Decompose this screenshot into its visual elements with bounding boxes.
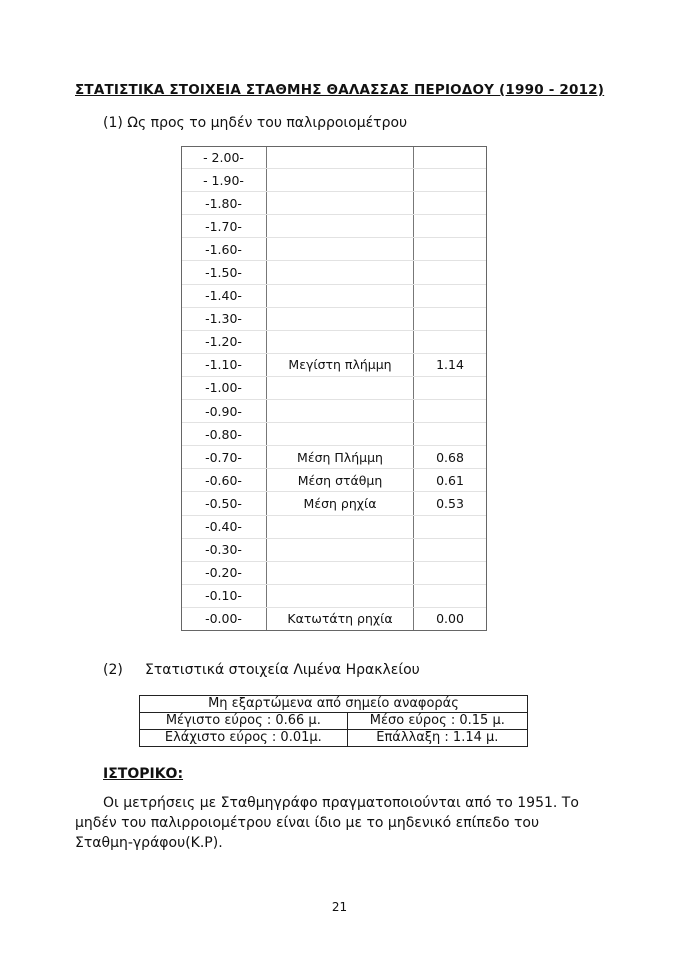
gauge-row — [181, 330, 486, 353]
gauge-label-cell — [267, 215, 414, 238]
gauge-value-cell — [414, 284, 487, 307]
gauge-label-cell — [267, 515, 414, 538]
page-number: 21 — [331, 900, 348, 914]
gauge-row — [181, 146, 486, 169]
gauge-row — [181, 400, 486, 423]
gauge-level-cell: -0.90- — [181, 400, 267, 423]
gauge-row — [181, 261, 486, 284]
gauge-row — [181, 538, 486, 561]
gauge-value-cell: 0.53 — [414, 492, 487, 515]
gauge-value-cell: 0.00 — [436, 611, 464, 627]
stats-row — [140, 713, 528, 730]
gauge-row — [181, 376, 486, 399]
gauge-level-cell: -1.50- — [181, 261, 267, 284]
gauge-label-cell: Μεγίστη πλήμμη — [267, 353, 414, 376]
stats-header: Μη εξαρτώμενα από σημείο αναφοράς — [140, 696, 528, 713]
gauge-label-cell — [267, 400, 414, 423]
gauge-level-cell: -1.30- — [181, 307, 267, 330]
gauge-label-cell — [267, 284, 414, 307]
gauge-label-cell — [267, 538, 414, 561]
harbour-stats-table — [139, 695, 528, 747]
stats-row — [140, 730, 528, 747]
gauge-row — [181, 584, 486, 607]
gauge-row — [181, 423, 486, 446]
history-heading: ΙΣΤΟΡΙΚΟ: — [103, 766, 184, 782]
gauge-level-cell: -0.40- — [181, 515, 267, 538]
gauge-label-cell: Μέση Πλήμμη — [267, 446, 414, 469]
gauge-label-cell — [267, 307, 414, 330]
gauge-row — [181, 169, 486, 192]
gauge-label-cell — [267, 376, 414, 399]
gauge-label-cell — [267, 423, 414, 446]
overlap-cell: Επάλλαξη : 1.14 μ. — [347, 730, 527, 747]
history-paragraph — [75, 793, 587, 853]
section-2-number: (2) — [103, 662, 123, 678]
section-1-text: Ως προς το μηδέν του παλιρροιομέτρου — [127, 115, 408, 131]
min-range-cell: Ελάχιστο εύρος : 0.01μ. — [140, 730, 348, 747]
max-range-cell: Μέγιστο εύρος : 0.66 μ. — [140, 713, 348, 730]
section-1-heading — [103, 115, 407, 131]
gauge-level-cell: -1.70- — [181, 215, 267, 238]
history-text: Οι μετρήσεις με Σταθμηγράφο πραγματοποιούνται από το 1951. Το μηδέν του παλιρροιομέτρου είναι ίδιο με το μηδενικό επίπεδο του Σταθμη-γράφου(Κ.Ρ). — [75, 795, 579, 851]
gauge-value-cell — [414, 376, 487, 399]
gauge-level-cell: - 1.90- — [181, 169, 267, 192]
stats-header-row — [140, 696, 528, 713]
tide-gauge-table — [181, 146, 486, 630]
gauge-value-cell — [414, 515, 487, 538]
gauge-value-cell — [414, 307, 487, 330]
gauge-row — [181, 307, 486, 330]
gauge-value-cell — [414, 423, 487, 446]
gauge-value-cell: 1.14 — [414, 353, 487, 376]
gauge-value-cell — [414, 400, 487, 423]
gauge-label-cell: Μέση στάθμη — [267, 469, 414, 492]
gauge-label-cell — [267, 561, 414, 584]
gauge-level-cell: -0.20- — [181, 561, 267, 584]
gauge-row — [181, 515, 486, 538]
gauge-level-cell: -1.40- — [181, 284, 267, 307]
gauge-label-cell — [267, 261, 414, 284]
gauge-row — [181, 238, 486, 261]
gauge-value-cell — [414, 330, 487, 353]
gauge-value-cell — [414, 584, 487, 607]
gauge-value-cell — [414, 561, 487, 584]
gauge-level-cell: -0.80- — [181, 423, 267, 446]
gauge-value-cell — [414, 538, 487, 561]
gauge-label-cell — [267, 146, 414, 169]
gauge-row — [181, 353, 486, 376]
gauge-level-cell: -0.50- — [181, 492, 267, 515]
section-2-heading: Στατιστικά στοιχεία Λιμένα Ηρακλείου — [145, 662, 420, 678]
gauge-level-cell: -1.20- — [181, 330, 267, 353]
gauge-value-cell: 0.68 — [414, 446, 487, 469]
gauge-level-cell: -1.10- — [181, 353, 267, 376]
gauge-label-cell — [267, 238, 414, 261]
gauge-value-cell — [414, 146, 487, 169]
gauge-label-cell — [267, 584, 414, 607]
gauge-level-cell: -0.00- — [181, 607, 267, 630]
gauge-value-cell — [414, 238, 487, 261]
mean-range-cell: Μέσο εύρος : 0.15 μ. — [347, 713, 527, 730]
gauge-level-cell: -0.30- — [181, 538, 267, 561]
gauge-level-cell: -0.60- — [181, 469, 267, 492]
gauge-level-cell: -1.00- — [181, 376, 267, 399]
gauge-row — [181, 607, 486, 630]
gauge-level-cell: - 2.00- — [181, 146, 267, 169]
gauge-row — [181, 284, 486, 307]
gauge-level-cell: -0.10- — [181, 584, 267, 607]
gauge-level-cell: -1.60- — [181, 238, 267, 261]
section-1-number: (1) — [103, 115, 123, 131]
gauge-value-cell: 0.61 — [414, 469, 487, 492]
gauge-row — [181, 492, 486, 515]
gauge-row — [181, 446, 486, 469]
gauge-row — [181, 192, 486, 215]
gauge-label-cell — [267, 192, 414, 215]
gauge-value-cell — [414, 169, 487, 192]
gauge-level-cell: -0.70- — [181, 446, 267, 469]
gauge-level-cell: -1.80- — [181, 192, 267, 215]
gauge-value-cell — [414, 215, 487, 238]
gauge-value-cell — [414, 261, 487, 284]
gauge-row — [181, 469, 486, 492]
gauge-row — [181, 215, 486, 238]
gauge-label-cell — [267, 330, 414, 353]
gauge-value-cell — [414, 192, 487, 215]
gauge-label-cell: Μέση ρηχία — [267, 492, 414, 515]
gauge-label-cell — [267, 169, 414, 192]
gauge-label-cell: Κατωτάτη ρηχία — [267, 607, 414, 630]
gauge-row — [181, 561, 486, 584]
page-title: ΣΤΑΤΙΣΤΙΚΑ ΣΤΟΙΧΕΙΑ ΣΤΑΘΜΗΣ ΘΑΛΑΣΣΑΣ ΠΕΡΙΟΔΟΥ (1990 - 2012) — [75, 82, 605, 98]
